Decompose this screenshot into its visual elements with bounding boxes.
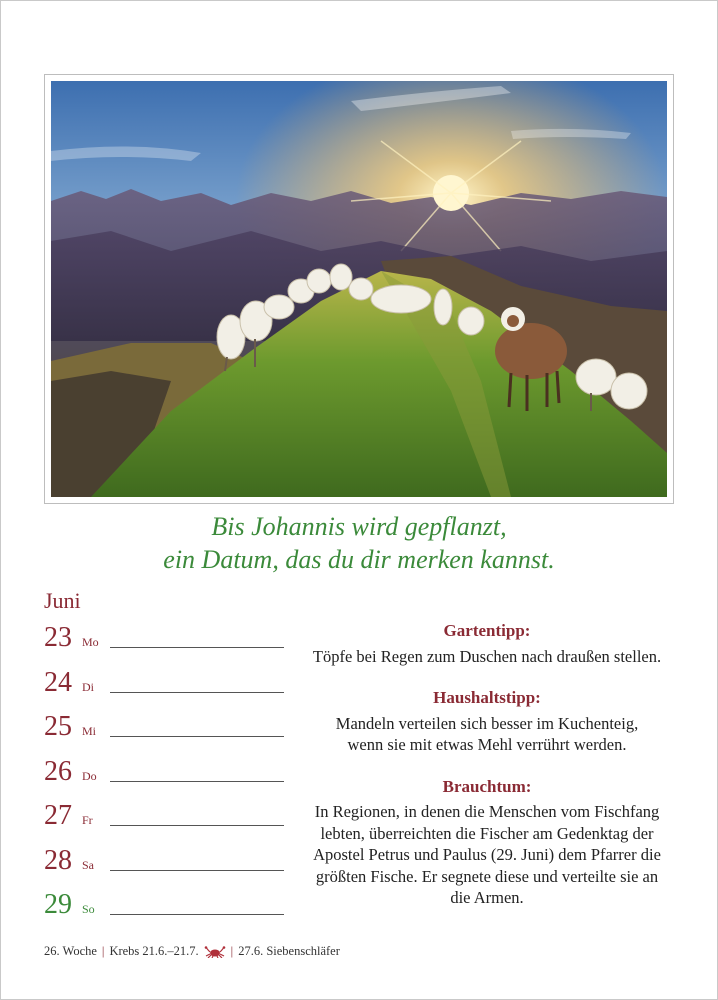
mountain-sheep-photo [51, 81, 667, 497]
day-row [44, 663, 284, 708]
day-number: 25 [44, 711, 72, 742]
day-abbr: Do [82, 768, 97, 783]
custom-tip-line: lebten, überreichten die Fischer am Gedenktag der [320, 823, 654, 843]
custom-tip-line: In Regionen, in denen die Menschen vom Fischfang [314, 802, 660, 821]
day-row [44, 752, 284, 797]
garden-tip [300, 620, 674, 667]
custom-tip-line: Apostel Petrus und Paulus (29. Juni) dem Pfarrer die [313, 845, 661, 864]
day-list [44, 618, 284, 930]
quote [0, 510, 718, 576]
note-line [110, 914, 284, 915]
quote-line-2: ein Datum, das du dir merken kannst. [163, 545, 555, 574]
separator: | [101, 944, 105, 958]
household-tip-line: Mandeln verteilen sich besser im Kuchenteig, [335, 713, 639, 733]
custom-tip [300, 776, 674, 909]
note-line [110, 736, 284, 737]
week-label: 26. Woche [44, 944, 97, 958]
zodiac-label: Krebs 21.6.–21.7. [109, 944, 199, 958]
month-label: Juni [44, 588, 81, 613]
garden-tip-line: Töpfe bei Regen zum Duschen nach draußen stellen. [312, 646, 662, 666]
note-line [110, 825, 284, 826]
crab-icon [204, 946, 226, 958]
quote-line-1: Bis Johannis wird gepflanzt, [211, 512, 507, 541]
custom-tip-line: die Armen. [450, 888, 524, 907]
day-row [44, 618, 284, 663]
household-tip-line: wenn sie mit etwas Mehl verrührt werden. [347, 735, 627, 754]
day-abbr: Mi [82, 724, 97, 738]
garden-tip-title: Gartentipp: [443, 621, 531, 640]
footer [44, 944, 340, 959]
household-tip-title: Haushaltstipp: [433, 688, 541, 707]
day-abbr: So [82, 902, 95, 916]
day-abbr: Fr [82, 813, 93, 827]
custom-tip-title: Brauchtum: [442, 776, 532, 796]
note-line [110, 870, 284, 871]
day-abbr: Sa [82, 857, 94, 872]
day-row [44, 707, 284, 752]
day-number: 26 [44, 755, 72, 787]
note-line [110, 647, 284, 648]
household-tip [300, 687, 674, 756]
day-row [44, 796, 284, 841]
day-number: 28 [44, 844, 72, 876]
separator: | [230, 944, 234, 958]
day-number: 24 [44, 666, 72, 698]
day-abbr: Di [82, 679, 94, 694]
note-line [110, 692, 284, 693]
day-row [44, 841, 284, 886]
day-number: 27 [44, 800, 72, 831]
photo-frame [44, 74, 674, 504]
day-abbr: Mo [82, 635, 99, 649]
day-row-sunday [44, 885, 284, 930]
event-label: 27.6. Siebenschläfer [238, 944, 340, 958]
custom-tip-line: größten Fische. Er segnete diese und verteilte sie an [315, 866, 659, 886]
note-line [110, 781, 284, 782]
day-number: 29 [44, 889, 72, 920]
day-number: 23 [44, 622, 72, 653]
tips-column [300, 620, 674, 929]
